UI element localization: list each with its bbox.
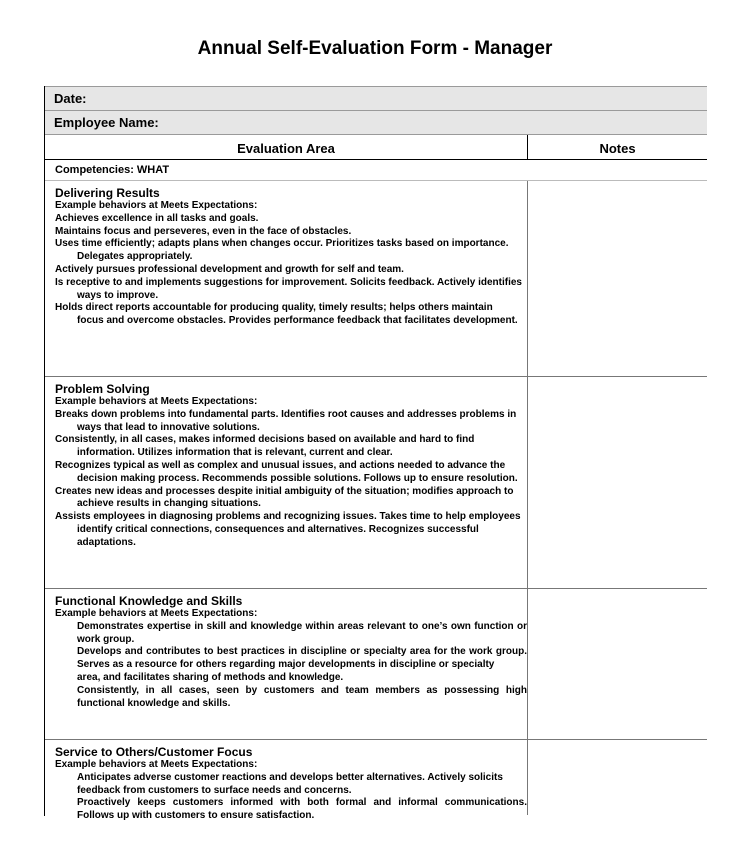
behavior-line: Maintains focus and perseveres, even in the face of obstacles. xyxy=(55,225,352,237)
date-label: Date: xyxy=(54,91,87,106)
section-area xyxy=(45,377,528,588)
behavior-line: Is receptive to and implements suggestions for improvement. Solicits feedback. Actively identifies ways to improve. xyxy=(55,276,522,301)
section-delivering-results xyxy=(45,181,707,377)
section-area xyxy=(45,589,528,739)
behavior-line: Holds direct reports accountable for producing quality, timely results; helps others maintain xyxy=(55,302,493,314)
behavior-line: Develops and contributes to best practices in discipline or specialty area for the work group. Serves as a resource for others regarding major developments in discipline or specialty xyxy=(77,646,527,671)
section-title: Problem Solving xyxy=(55,382,150,396)
behavior-line: Recognizes typical as well as complex and unusual issues, and actions needed to advance the decision making process. Recommends possible solutions. Follows up to ensure resolution. xyxy=(55,459,518,484)
notes-cell[interactable] xyxy=(528,181,707,376)
section-service-to-others xyxy=(45,740,707,822)
behavior-line: Assists employees in diagnosing problems and recognizing issues. Takes time to help employees identify critical connections, consequences and alternatives. Recognizes successful adaptations. xyxy=(55,511,521,548)
section-area xyxy=(45,181,528,376)
section-subtitle: Example behaviors at Meets Expectations: xyxy=(55,396,258,407)
column-header-evaluation-area: Evaluation Area xyxy=(45,135,528,159)
behavior-line: focus and overcome obstacles. Provides performance feedback that facilitates development. xyxy=(77,315,518,327)
employee-name-label: Employee Name: xyxy=(54,115,159,130)
section-area xyxy=(45,740,528,822)
behavior-line: Anticipates adverse customer reactions and develops better alternatives. Actively solicits feedback from customers to surface needs and concerns. xyxy=(77,771,503,796)
section-title: Functional Knowledge and Skills xyxy=(55,594,243,608)
behavior-line: Proactively keeps customers informed with both formal and informal communications. Follows up with customers to ensure satisfaction. xyxy=(77,797,527,822)
date-field[interactable] xyxy=(45,86,707,111)
section-functional-knowledge xyxy=(45,589,707,740)
behavior-line: Actively pursues professional development and growth for self and team. xyxy=(55,263,404,275)
behavior-line: Achieves excellence in all tasks and goals. xyxy=(55,212,259,224)
section-subtitle: Example behaviors at Meets Expectations: xyxy=(55,200,258,211)
page-title: Annual Self-Evaluation Form - Manager xyxy=(197,38,553,59)
section-problem-solving xyxy=(45,377,707,589)
behavior-line: Consistently, in all cases, seen by customers and team members as possessing high functional knowledge and skills. xyxy=(77,684,527,709)
table-header xyxy=(45,135,707,160)
section-title: Service to Others/Customer Focus xyxy=(55,745,253,759)
evaluation-form xyxy=(44,86,707,822)
section-title: Delivering Results xyxy=(55,186,160,200)
behavior-line: Demonstrates expertise in skill and knowledge within areas relevant to one’s own function or work group. xyxy=(77,620,527,645)
behavior-line: Breaks down problems into fundamental parts. Identifies root causes and addresses problems in ways that lead to innovative solutions. xyxy=(55,408,517,433)
behavior-line: Uses time efficiently; adapts plans when changes occur. Prioritizes tasks based on importance. Delegates appropriately. xyxy=(55,238,509,263)
notes-cell[interactable] xyxy=(528,589,707,739)
notes-cell[interactable] xyxy=(528,740,707,816)
employee-name-field[interactable] xyxy=(45,111,707,135)
behavior-line: Creates new ideas and processes despite initial ambiguity of the situation; modifies approach to achieve results in changing situations. xyxy=(55,485,514,510)
column-header-notes: Notes xyxy=(599,141,636,156)
competencies-label: Competencies: WHAT xyxy=(45,160,707,181)
notes-cell[interactable] xyxy=(528,377,707,588)
section-subtitle: Example behaviors at Meets Expectations: xyxy=(55,608,258,619)
behavior-line: Consistently, in all cases, makes informed decisions based on available and hard to find information. Utilizes information that is relevant, current and clear. xyxy=(55,434,475,459)
behavior-line: area, and facilitates sharing of methods and knowledge. xyxy=(77,671,344,683)
section-subtitle: Example behaviors at Meets Expectations: xyxy=(55,759,258,770)
